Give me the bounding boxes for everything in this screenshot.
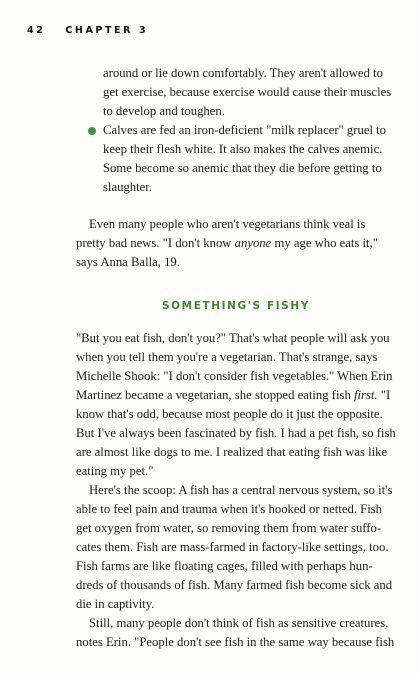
text-run: Martinez became a vegetarian, she stopped eating fish (76, 388, 354, 402)
text-run: pretty bad news. "I don't know (76, 236, 235, 250)
section-heading: SOMETHING'S FISHY (161, 300, 311, 312)
text-line: Some become so anemic that they die before getting to (103, 161, 382, 175)
text-line: says Anna Balla, 19. (76, 255, 180, 269)
text-line: Even many people who aren't vegetarians think veal is (89, 217, 366, 231)
text-line: Still, many people don't think of fish as sensitive creatures, (89, 616, 389, 630)
bullet-item (76, 121, 396, 197)
text-line: get oxygen from water, so removing them from water suffo- (76, 521, 382, 535)
text-line: eating my pet." (76, 464, 154, 478)
chapter-title: CHAPTER 3 (65, 25, 149, 36)
text-line (76, 386, 396, 405)
text-line (76, 234, 396, 253)
emphasis-text: first. (353, 388, 378, 402)
page-number: 42 (27, 25, 46, 36)
text-line: Michelle Shook: "I don't consider fish vegetables." When Erin (76, 369, 393, 383)
running-header (27, 25, 148, 36)
text-line: Here's the scoop: A fish has a central nervous system, so it's (89, 483, 393, 497)
paragraph (76, 215, 396, 272)
text-line: Fish farms are like floating cages, filled with perhaps hun- (76, 559, 373, 573)
text-line: keep their flesh white. It also makes the calves anemic. (103, 142, 383, 156)
text-line: get exercise, because exercise would cause their muscles (103, 85, 392, 99)
bullet-item (76, 64, 396, 121)
text-run: "I (377, 388, 391, 402)
text-line: Calves are fed an iron-deficient "milk replacer" gruel to (103, 123, 387, 137)
text-line: around or lie down comfortably. They aren't allowed to (103, 66, 383, 80)
text-run: my age who eats it," (271, 236, 378, 250)
emphasis-text: anyone (234, 236, 272, 250)
text-line: to develop and toughen. (103, 104, 225, 118)
text-line: dreds of thousands of fish. Many farmed fish become sick and (76, 578, 393, 592)
bullet-dot-icon (88, 127, 96, 135)
text-line: die in captivity. (76, 597, 155, 611)
text-line: able to feel pain and trauma when it's hooked or netted. Fish (76, 502, 382, 516)
text-line: But I've always been fascinated by fish. I had a pet fish, so fish (76, 426, 396, 440)
text-line: slaughter. (103, 180, 152, 194)
text-line: cates them. Fish are mass-farmed in factory-like settings, too. (76, 540, 389, 554)
bullet-list (76, 64, 396, 197)
text-line: notes Erin. "People don't see fish in the same way because fish (76, 635, 395, 649)
body-text (76, 329, 396, 652)
text-line: know that's odd, because most people do it just the opposite. (76, 407, 383, 421)
text-line: when you tell them you're a vegetarian. That's strange, says (76, 350, 378, 364)
text-line: are almost like dogs to me. I realized that eating fish was like (76, 445, 388, 459)
text-line: "But you eat fish, don't you?" That's what people will ask you (76, 331, 390, 345)
